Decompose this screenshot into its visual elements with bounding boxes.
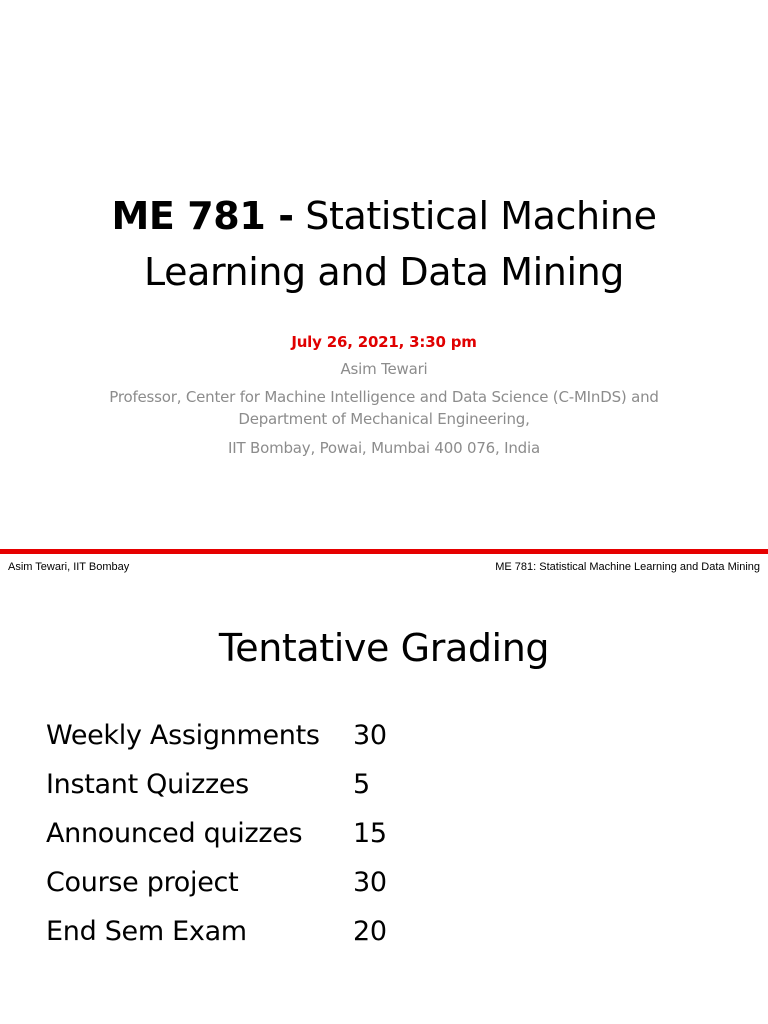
grading-item-points: 30 xyxy=(353,720,387,751)
grading-item-points: 30 xyxy=(353,867,387,898)
grading-row xyxy=(46,907,466,956)
grading-heading: Tentative Grading xyxy=(218,626,550,670)
grading-row xyxy=(46,809,466,858)
grading-row xyxy=(46,711,466,760)
affiliation-line-2: Department of Mechanical Engineering, xyxy=(238,410,530,428)
grading-item-points: 20 xyxy=(353,916,387,947)
slide-title xyxy=(0,188,768,300)
grading-item-points: 5 xyxy=(353,769,370,800)
course-code: ME 781 - xyxy=(111,194,294,238)
title-line-1 xyxy=(0,188,768,244)
title-line-2: Learning and Data Mining xyxy=(143,250,625,294)
grading-item-label: Announced quizzes xyxy=(46,818,303,849)
affiliation-line-1: Professor, Center for Machine Intelligence and Data Science (C-MInDS) and xyxy=(109,388,659,406)
author-name: Asim Tewari xyxy=(340,360,428,378)
grading-row xyxy=(46,858,466,907)
footer-right: ME 781: Statistical Machine Learning and Data Mining xyxy=(495,561,760,573)
grading-item-label: Weekly Assignments xyxy=(46,720,320,751)
affiliation-line-3: IIT Bombay, Powai, Mumbai 400 076, India xyxy=(228,439,540,457)
grading-item-label: End Sem Exam xyxy=(46,916,247,947)
title-text-1: Statistical Machine xyxy=(305,194,657,238)
grading-item-label: Course project xyxy=(46,867,239,898)
grading-item-label: Instant Quizzes xyxy=(46,769,249,800)
grading-list xyxy=(46,711,466,956)
lecture-date: July 26, 2021, 3:30 pm xyxy=(291,333,477,351)
grading-item-points: 15 xyxy=(353,818,387,849)
footer-left: Asim Tewari, IIT Bombay xyxy=(8,561,130,573)
grading-row xyxy=(46,760,466,809)
